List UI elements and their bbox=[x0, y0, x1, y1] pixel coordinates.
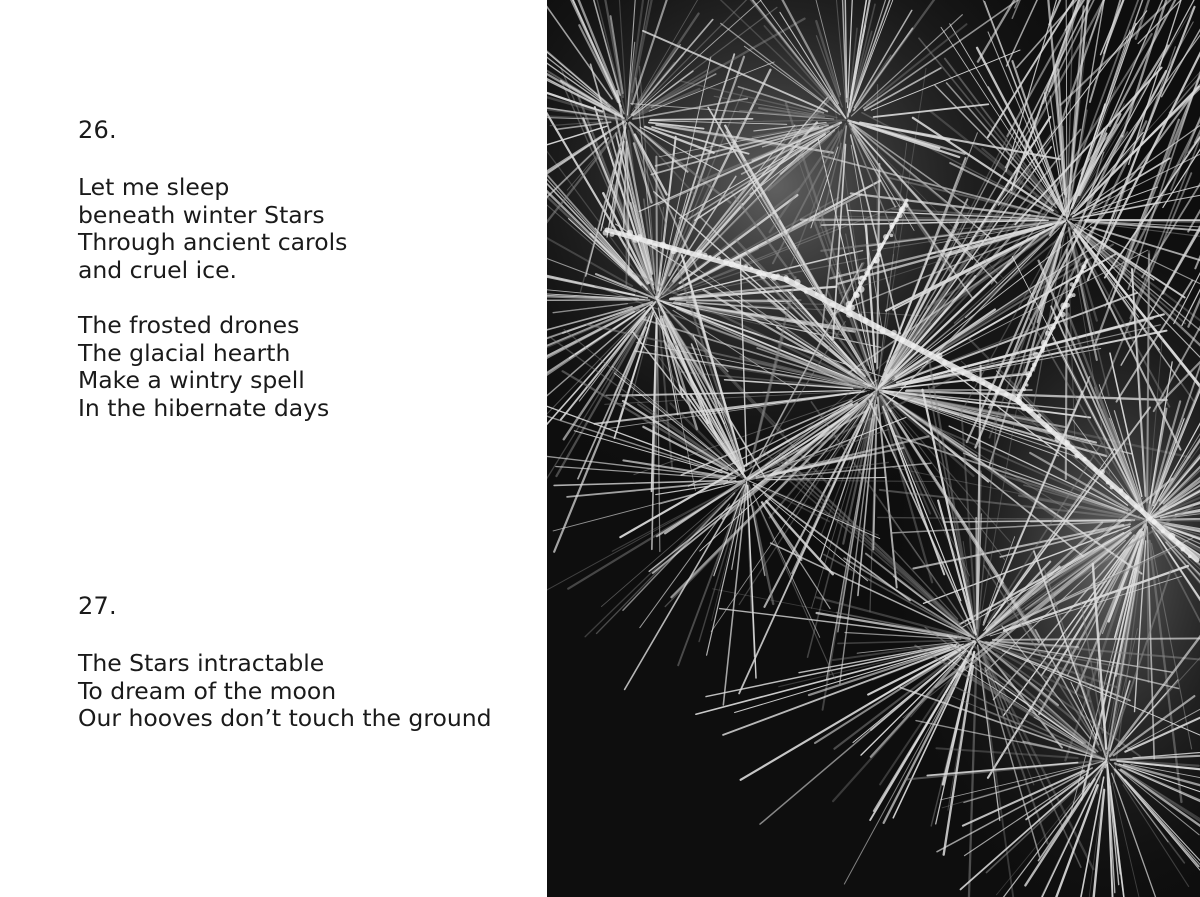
stanza bbox=[78, 650, 492, 733]
poem-number: 27. bbox=[78, 592, 117, 620]
stanza bbox=[78, 312, 347, 422]
text-page bbox=[0, 0, 548, 897]
poem-26 bbox=[78, 116, 347, 422]
poem-line: Our hooves don’t touch the ground bbox=[78, 704, 492, 732]
poem-line: The frosted drones bbox=[78, 311, 300, 339]
poem-line: Through ancient carols bbox=[78, 228, 348, 256]
poem-number: 26. bbox=[78, 116, 117, 144]
pine-branch-image bbox=[547, 0, 1200, 897]
poem-line: and cruel ice. bbox=[78, 255, 237, 284]
poem-line: To dream of the moon bbox=[78, 676, 337, 705]
poem-line: beneath winter Stars bbox=[78, 200, 325, 229]
stanza bbox=[78, 174, 347, 284]
poem-27 bbox=[78, 592, 492, 733]
pine-branch-photo bbox=[547, 0, 1200, 897]
poem-line: Let me sleep bbox=[78, 173, 230, 201]
poem-line: Make a wintry spell bbox=[78, 366, 305, 394]
poem-line: In the hibernate days bbox=[78, 393, 330, 422]
poem-line: The glacial hearth bbox=[78, 338, 291, 367]
poem-line: The Stars intractable bbox=[78, 649, 325, 677]
